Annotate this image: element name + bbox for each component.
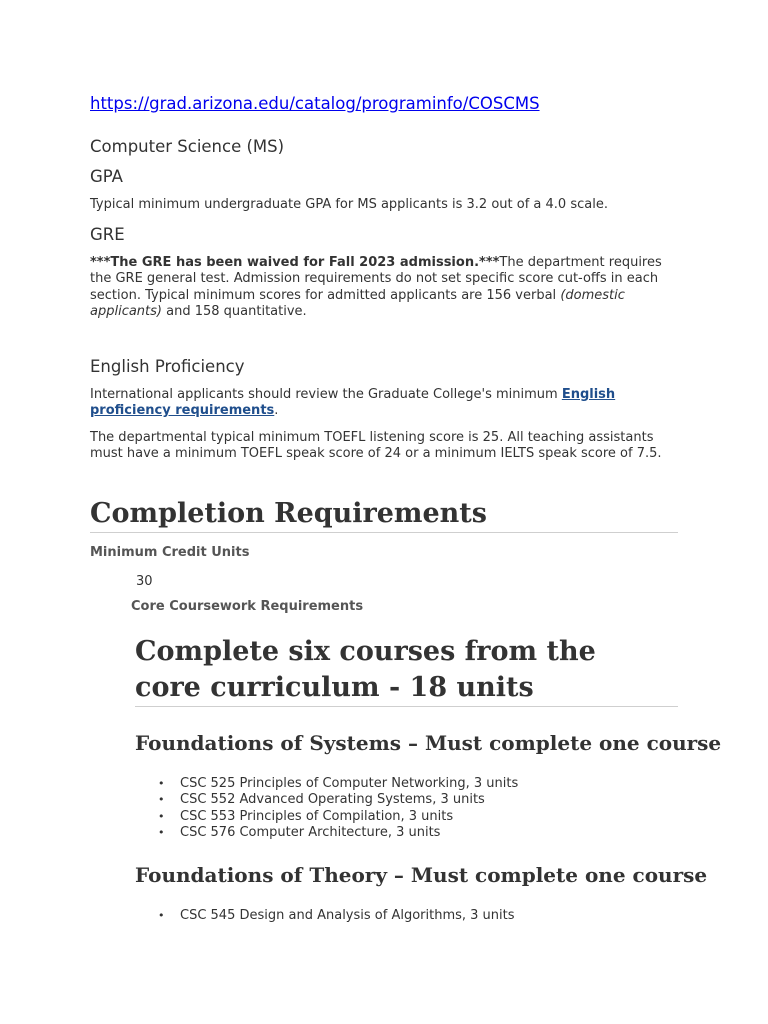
- gre-text-italic: (domestic applicants): [90, 287, 625, 319]
- list-item: • CSC 553 Principles of Compilation, 3 units: [155, 809, 518, 825]
- gre-text-part1: The department requires the GRE general test. Admission requirements do not set specific score cut-offs in each section. Typical minimum scores for admitted applicants are 156 verbal: [90, 255, 662, 303]
- completion-divider: [90, 532, 678, 533]
- core-coursework-label: Core Coursework Requirements: [131, 599, 364, 614]
- theory-heading: Foundations of Theory – Must complete one course: [135, 863, 708, 887]
- core-divider: [135, 706, 678, 707]
- english-text-end: .: [274, 403, 279, 419]
- program-catalog-link[interactable]: https://grad.arizona.edu/catalog/programinfo/COSCMS: [90, 94, 540, 113]
- english-paragraph-2: The departmental typical minimum TOEFL listening score is 25. All teaching assistants must have a minimum TOEFL speak score of 24 or a minimum IELTS speak score of 7.5.: [90, 430, 662, 462]
- list-item: • CSC 552 Advanced Operating Systems, 3 units: [155, 792, 518, 808]
- list-item: • CSC 525 Principles of Computer Networking, 3 units: [155, 776, 518, 792]
- gre-heading: GRE: [90, 225, 125, 244]
- min-credit-label: Minimum Credit Units: [90, 545, 250, 560]
- gpa-text: Typical minimum undergraduate GPA for MS applicants is 3.2 out of a 4.0 scale.: [90, 197, 608, 212]
- gre-waiver-notice: ***The GRE has been waived for Fall 2023 admission.***: [90, 255, 500, 270]
- min-credit-value: 30: [136, 574, 153, 589]
- list-item: • CSC 545 Design and Analysis of Algorithms, 3 units: [155, 908, 515, 924]
- systems-course-list: [155, 776, 518, 841]
- english-paragraph-1: [90, 387, 650, 420]
- english-text-part1: International applicants should review the Graduate College's minimum: [90, 387, 562, 402]
- completion-heading: Completion Requirements: [90, 498, 487, 529]
- program-title: Computer Science (MS): [90, 137, 285, 156]
- core-curriculum-heading: Complete six courses from the core curriculum - 18 units: [135, 636, 596, 703]
- list-item: • CSC 576 Computer Architecture, 3 units: [155, 825, 518, 841]
- systems-heading: Foundations of Systems – Must complete one course: [135, 731, 722, 755]
- gre-text-part2: and 158 quantitative.: [162, 303, 307, 319]
- theory-course-list: [155, 908, 515, 924]
- gpa-heading: GPA: [90, 167, 123, 186]
- gre-paragraph: [90, 255, 678, 320]
- english-heading: English Proficiency: [90, 357, 245, 376]
- english-proficiency-link[interactable]: English proficiency requirements: [90, 387, 616, 419]
